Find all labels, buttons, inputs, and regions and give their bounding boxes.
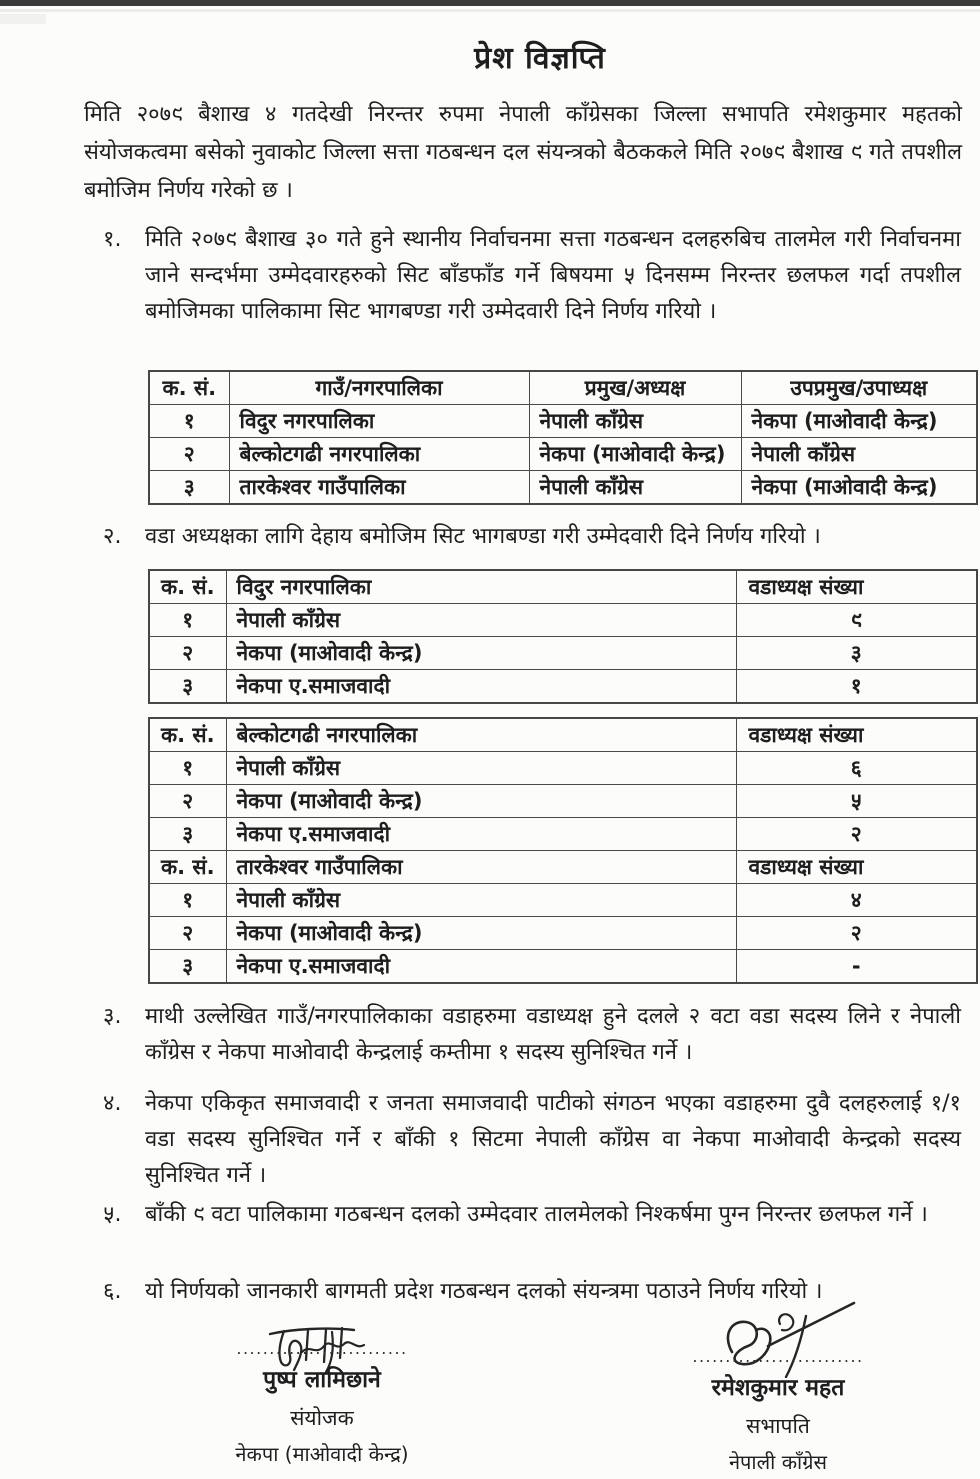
table-row — [149, 637, 977, 670]
decision-item-3 — [103, 999, 961, 1071]
signature-scrawl-icon — [698, 1300, 888, 1378]
table-cell: नेकपा ए.समाजवादी — [226, 670, 736, 704]
signature-block-right — [628, 1300, 928, 1475]
decision-item-2 — [103, 519, 961, 555]
table-header-cell: क. सं. — [149, 851, 226, 884]
item-text: बाँकी ९ वटा पालिकामा गठबन्धन दलको उम्मेदवार तालमेलको निश्कर्षमा पुग्न निरन्तर छलफल गर्ने । — [145, 1202, 928, 1227]
scan-artifact-smudge — [0, 14, 46, 24]
table-cell: ३ — [149, 471, 229, 505]
table-cell: - — [736, 950, 977, 984]
table-row — [149, 405, 977, 438]
table-cell: १ — [149, 604, 226, 637]
table-header-cell: प्रमुख/अध्यक्ष — [529, 371, 741, 405]
table-cell: नेकपा (माओवादी केन्द्र) — [741, 471, 977, 505]
table-header-cell: उपप्रमुख/उपाध्यक्ष — [741, 371, 977, 405]
table-cell: नेकपा (माओवादी केन्द्र) — [226, 917, 736, 950]
table-header-cell: बेल्कोटगढी नगरपालिका — [226, 718, 736, 752]
table-row — [149, 785, 977, 818]
table-header-cell: क. सं. — [149, 371, 229, 405]
signature-dotted-line: .......................... — [236, 1340, 408, 1358]
table-header-row — [149, 718, 977, 752]
table-header-cell: वडाध्यक्ष संख्या — [736, 851, 977, 884]
table-row — [149, 670, 977, 704]
decision-item-5 — [103, 1197, 961, 1233]
table-header-cell: वडाध्यक्ष संख्या — [736, 718, 977, 752]
item-number: ५. — [103, 1202, 122, 1227]
table-row — [149, 818, 977, 851]
bidur-ward-chair-table — [148, 569, 978, 704]
table-cell: विदुर नगरपालिका — [229, 405, 529, 438]
table-cell: नेपाली काँग्रेस — [741, 438, 977, 471]
item-text: नेकपा एकिकृत समाजवादी र जनता समाजवादी पाटीको संगठन भएका वडाहरुमा दुवै दलहरुलाई १/१ वडा सदस्य सुनिश्चित गर्ने र बाँकी १ सिटमा नेपाली काँग्रेस वा नेकपा माओवादी केन्द्रको सदस्य सुनिश्चित गर्ने । — [145, 1091, 961, 1188]
table-cell: २ — [149, 637, 226, 670]
table-header-cell: गाउँ/नगरपालिका — [229, 371, 529, 405]
table-header-cell: क. सं. — [149, 570, 226, 604]
table-cell: नेपाली काँग्रेस — [529, 405, 741, 438]
signatory-name: रमेशकुमार महत — [711, 1375, 845, 1401]
table-cell: नेकपा (माओवादी केन्द्र) — [529, 438, 741, 471]
table-row — [149, 917, 977, 950]
table-header-row — [149, 570, 977, 604]
table-header-row — [149, 851, 977, 884]
document-title: प्रेश विज्ञप्ति — [474, 41, 606, 76]
table-cell: ९ — [736, 604, 977, 637]
table-cell: नेकपा (माओवादी केन्द्र) — [226, 637, 736, 670]
table-cell: नेपाली काँग्रेस — [529, 471, 741, 505]
table-cell: नेकपा ए.समाजवादी — [226, 950, 736, 984]
item-number: ६. — [103, 1279, 122, 1304]
table-cell: ३ — [149, 818, 226, 851]
municipality-seat-sharing-table — [148, 370, 978, 505]
table-cell: १ — [149, 752, 226, 785]
table-cell: २ — [736, 917, 977, 950]
table-cell: ३ — [149, 670, 226, 704]
table-cell: १ — [149, 405, 229, 438]
item-number: ४. — [103, 1091, 122, 1116]
table-cell: नेकपा ए.समाजवादी — [226, 818, 736, 851]
item-text: मिति २०७९ बैशाख ३० गते हुने स्थानीय निर्वाचनमा सत्ता गठबन्धन दलहरुबिच तालमेल गरी निर्वाचनमा जाने सन्दर्भमा उम्मेदवारहरुको सिट बाँडफाँड गर्ने बिषयमा ५ दिनसम्म निरन्तर छलफल गर्दा तपशील बमोजिमका पालिकामा सिट भागबण्डा गरी उम्मेदवारी दिने निर्णय गरियो । — [145, 227, 961, 324]
item-text: माथी उल्लेखित गाउँ/नगरपालिकाका वडाहरुमा वडाध्यक्ष हुने दलले २ वटा वडा सदस्य लिने र नेपाली काँग्रेस र नेकपा माओवादी केन्द्रलाई कम्तीमा १ सदस्य सुनिश्चित गर्ने । — [145, 1004, 961, 1065]
table-row — [149, 884, 977, 917]
intro-paragraph: मिति २०७९ बैशाख ४ गतदेखी निरन्तर रुपमा नेपाली काँग्रेसका जिल्ला सभापति रमेशकुमार महतको संयोजकत्वमा बसेको नुवाकोट जिल्ला सत्ता गठबन्धन दल संयन्त्रको बैठककले मिति २०७९ बैशाख ९ गते तपशील बमोजिम निर्णय गरेको छ । — [84, 102, 962, 203]
signatory-party: नेपाली काँग्रेस — [728, 1450, 828, 1474]
table-cell: नेपाली काँग्रेस — [226, 884, 736, 917]
table-row — [149, 752, 977, 785]
table-row — [149, 471, 977, 505]
item-text: वडा अध्यक्षका लागि देहाय बमोजिम सिट भागबण्डा गरी उम्मेदवारी दिने निर्णय गरियो । — [145, 524, 821, 549]
table-row — [149, 950, 977, 984]
table-header-cell: विदुर नगरपालिका — [226, 570, 736, 604]
signatory-role: संयोजक — [290, 1406, 354, 1430]
table-row — [149, 604, 977, 637]
table-cell: ५ — [736, 785, 977, 818]
table-cell: नेपाली काँग्रेस — [226, 604, 736, 637]
table-cell: ६ — [736, 752, 977, 785]
table-row — [149, 438, 977, 471]
signature-dotted-line: .......................... — [692, 1348, 864, 1366]
table-header-cell: क. सं. — [149, 718, 226, 752]
table-cell: १ — [736, 670, 977, 704]
table-cell: १ — [149, 884, 226, 917]
table-cell: नेकपा (माओवादी केन्द्र) — [741, 405, 977, 438]
decision-item-1 — [103, 222, 961, 330]
signature-block-left — [172, 1318, 472, 1467]
table-header-row — [149, 371, 977, 405]
table-cell: २ — [149, 917, 226, 950]
item-number: १. — [103, 227, 122, 252]
scan-top-bar — [0, 0, 980, 6]
item-number: ३. — [103, 1004, 122, 1029]
table-cell: ३ — [149, 950, 226, 984]
table-cell: २ — [149, 438, 229, 471]
table-header-cell: तारकेश्वर गाउँपालिका — [226, 851, 736, 884]
table-cell: २ — [736, 818, 977, 851]
table-cell: ३ — [736, 637, 977, 670]
table-cell: नेकपा (माओवादी केन्द्र) — [226, 785, 736, 818]
scan-artifact-line — [0, 9, 980, 12]
signatory-party: नेकपा (माओवादी केन्द्र) — [235, 1442, 409, 1466]
signatory-role: सभापति — [746, 1414, 810, 1438]
table-cell: नेपाली काँग्रेस — [226, 752, 736, 785]
item-text: यो निर्णयको जानकारी बागमती प्रदेश गठबन्धन दलको संयन्त्रमा पठाउने निर्णय गरियो । — [145, 1279, 823, 1304]
table-header-cell: वडाध्यक्ष संख्या — [736, 570, 977, 604]
belkotgadhi-tarkeshwar-ward-chair-table — [148, 717, 978, 984]
table-cell: ४ — [736, 884, 977, 917]
table-cell: २ — [149, 785, 226, 818]
table-cell: बेल्कोटगढी नगरपालिका — [229, 438, 529, 471]
item-number: २. — [103, 524, 122, 549]
signatory-name: पुष्प लामिछाने — [263, 1367, 381, 1393]
table-cell: तारकेश्वर गाउँपालिका — [229, 471, 529, 505]
decision-item-4 — [103, 1086, 961, 1194]
